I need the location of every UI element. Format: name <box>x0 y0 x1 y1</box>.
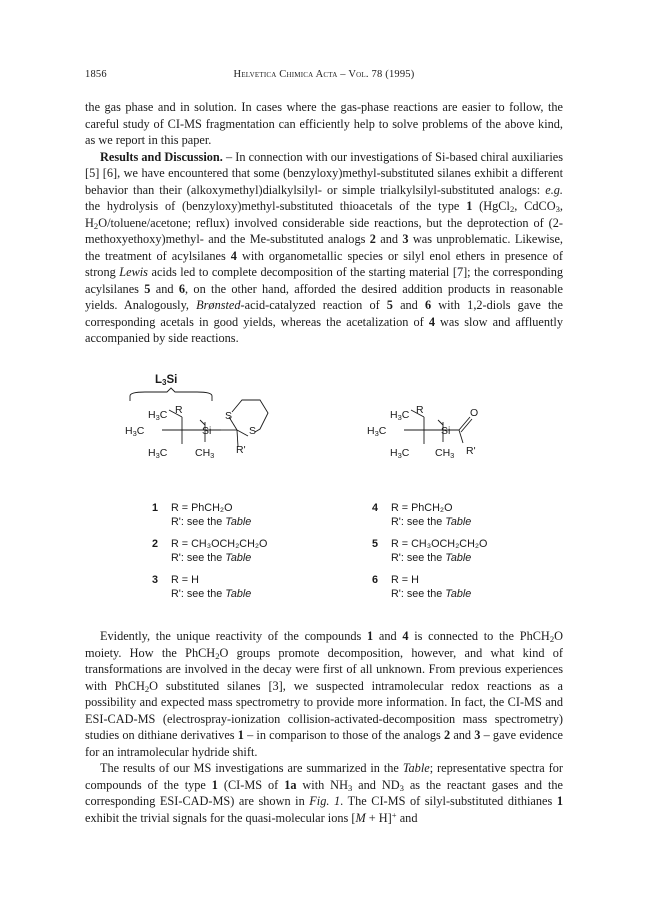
paragraph-intro: the gas phase and in solution. In cases where the gas-phase reactions are easier to follow, the careful study of CI-MS fragmentation can efficiently help to solve problems of the above kind, as we report in this paper. <box>85 100 563 147</box>
compound-ref: 1a <box>284 777 297 792</box>
structure-drawing <box>85 370 563 510</box>
label-H3C: H3C <box>148 447 168 460</box>
compound-ref: 1 <box>211 777 218 792</box>
structure-acylsilane <box>404 410 472 444</box>
label-H3C: H3C <box>148 409 168 422</box>
paragraph-results: Results and Discussion. – In connection with our investigations of Si-based chiral auxiliaries [5] [6], we have encountered that some (benzyloxy)methyl-substituted silanes exhibit a different behavior than their (alkoxymethyl)dialkylsilyl- or simple trialkylsilyl-substituted analogs: e.g. the hydrolysis of (benzyloxy)methyl-substituted thioacetals of the type 1 (HgCl$_2$, CdCO$_3$, $H_2O/toluene$/acetone; reflux) involved considerable side reactions, but the deprotection of (2-methoxyethoxy)methyl- and the Me-substituted analogs 2 and 3 was unproblematic. Likewise, the treatment of acylsilanes 4 with organometallic species or silyl enol ethers in presence of strong Lewis acids led to complete decomposition of the starting material [7]; the corresponding acylsilanes 5 and 6, on the other hand, afforded the desired addition products in reasonable yields. Analogously, Brønsted-acid-catalyzed reaction of 5 and 6 with 1,2-diols gave the corresponding acetals in good yields, whereas the acetalization of 4 was slow and affluently accompanied by side reactions. <box>85 149 564 345</box>
body-text-top <box>85 99 563 347</box>
label-CH3: CH3 <box>435 447 455 460</box>
label-S: S <box>225 410 233 422</box>
compound-ref: 3 <box>474 728 481 742</box>
compound-ref: 6 <box>178 281 186 296</box>
label-O: O <box>470 407 479 419</box>
compound-ref: 4 <box>230 248 237 263</box>
label-Si: Si <box>202 425 212 437</box>
page-header <box>85 69 563 85</box>
compound-ref: 1 <box>466 199 473 213</box>
label-H3C: H3C <box>390 447 410 460</box>
label-H3C: H3C <box>125 425 145 438</box>
compound-ref: 5 <box>386 298 393 312</box>
label-R: R <box>416 404 424 416</box>
label-H3C: H3C <box>367 425 387 438</box>
compound-ref: 6 <box>424 298 432 312</box>
label-S: S <box>249 425 257 437</box>
label-Rprime: R' <box>236 444 246 456</box>
l3si-label: L3Si <box>155 374 178 387</box>
compound-ref: 1 <box>556 794 563 808</box>
paragraph-evidently: Evidently, the unique reactivity of the compounds 1 and 4 is connected to the PhCH$_2$O moiety. How the PhCH$_2$O groups promote decomposition, however, and what kind of transformations are involved in the decay were first of all unknown. From previous experiences with PhCH$_2$O substituted silanes [3], we suspected intramolecular redox reactions as a possibility and expected mass spectrometry to provide more information. In fact, the CI-MS and ESI-CAD-MS (electrospray-ionization collision-activated-decomposition mass spectrometry) studies on dithiane derivatives 1 – in comparison to those of the analogs 2 and 3 – gave evidence for an intramolecular hydride shift. <box>85 629 564 759</box>
label-H3C: H3C <box>390 409 410 422</box>
compound-ref: 2 <box>369 232 376 246</box>
label-CH3: CH3 <box>195 447 215 460</box>
compound-ref: 5 <box>144 281 151 296</box>
label-Rprime: R' <box>466 445 476 457</box>
compound-ref: 4 <box>402 629 409 643</box>
label-R: R <box>175 404 183 416</box>
journal-title: Helvetica Chimica Acta – Vol. 78 (1995) <box>233 69 415 80</box>
compound-ref: 1 <box>367 629 374 643</box>
label-Si: Si <box>441 425 451 437</box>
compound-ref: 1 <box>237 728 244 742</box>
paragraph-results-ms: The results of our MS investigations are summarized in the Table; representative spectra for compounds of the type 1 (CI-MS of 1a with $NH_3$ and $ND_3$ as the reactant gases and the corresponding ESI-CAD-MS) are shown in Fig. 1. The CI-MS of silyl-substituted dithianes 1 exhibit the trivial signals for the quasi-molecular ions [M + H]+ and <box>85 761 563 825</box>
compound-ref: 3 <box>402 232 409 246</box>
compound-ref: 4 <box>428 314 435 329</box>
body-text-bottom <box>85 628 563 826</box>
section-heading: Results and Discussion. <box>100 149 223 164</box>
structure-scheme: L3Si R H3C S H3C Si S H3C CH3 R' R H3C O H3C Si H3C CH3 R' 1 R = PhCH₂O R': see the Table 2 R = CH₃OCH₂CH₂O R': see the Table 3 R = H R': see the Table 4 R = PhCH₂O R': see the Table 5 R = CH₃OCH₂CH₂O R': see the Table 6 R = H R': see the Table <box>85 370 563 630</box>
l3si-brace <box>130 388 212 401</box>
page-number: 1856 <box>85 69 107 80</box>
compound-ref: 2 <box>443 728 451 742</box>
